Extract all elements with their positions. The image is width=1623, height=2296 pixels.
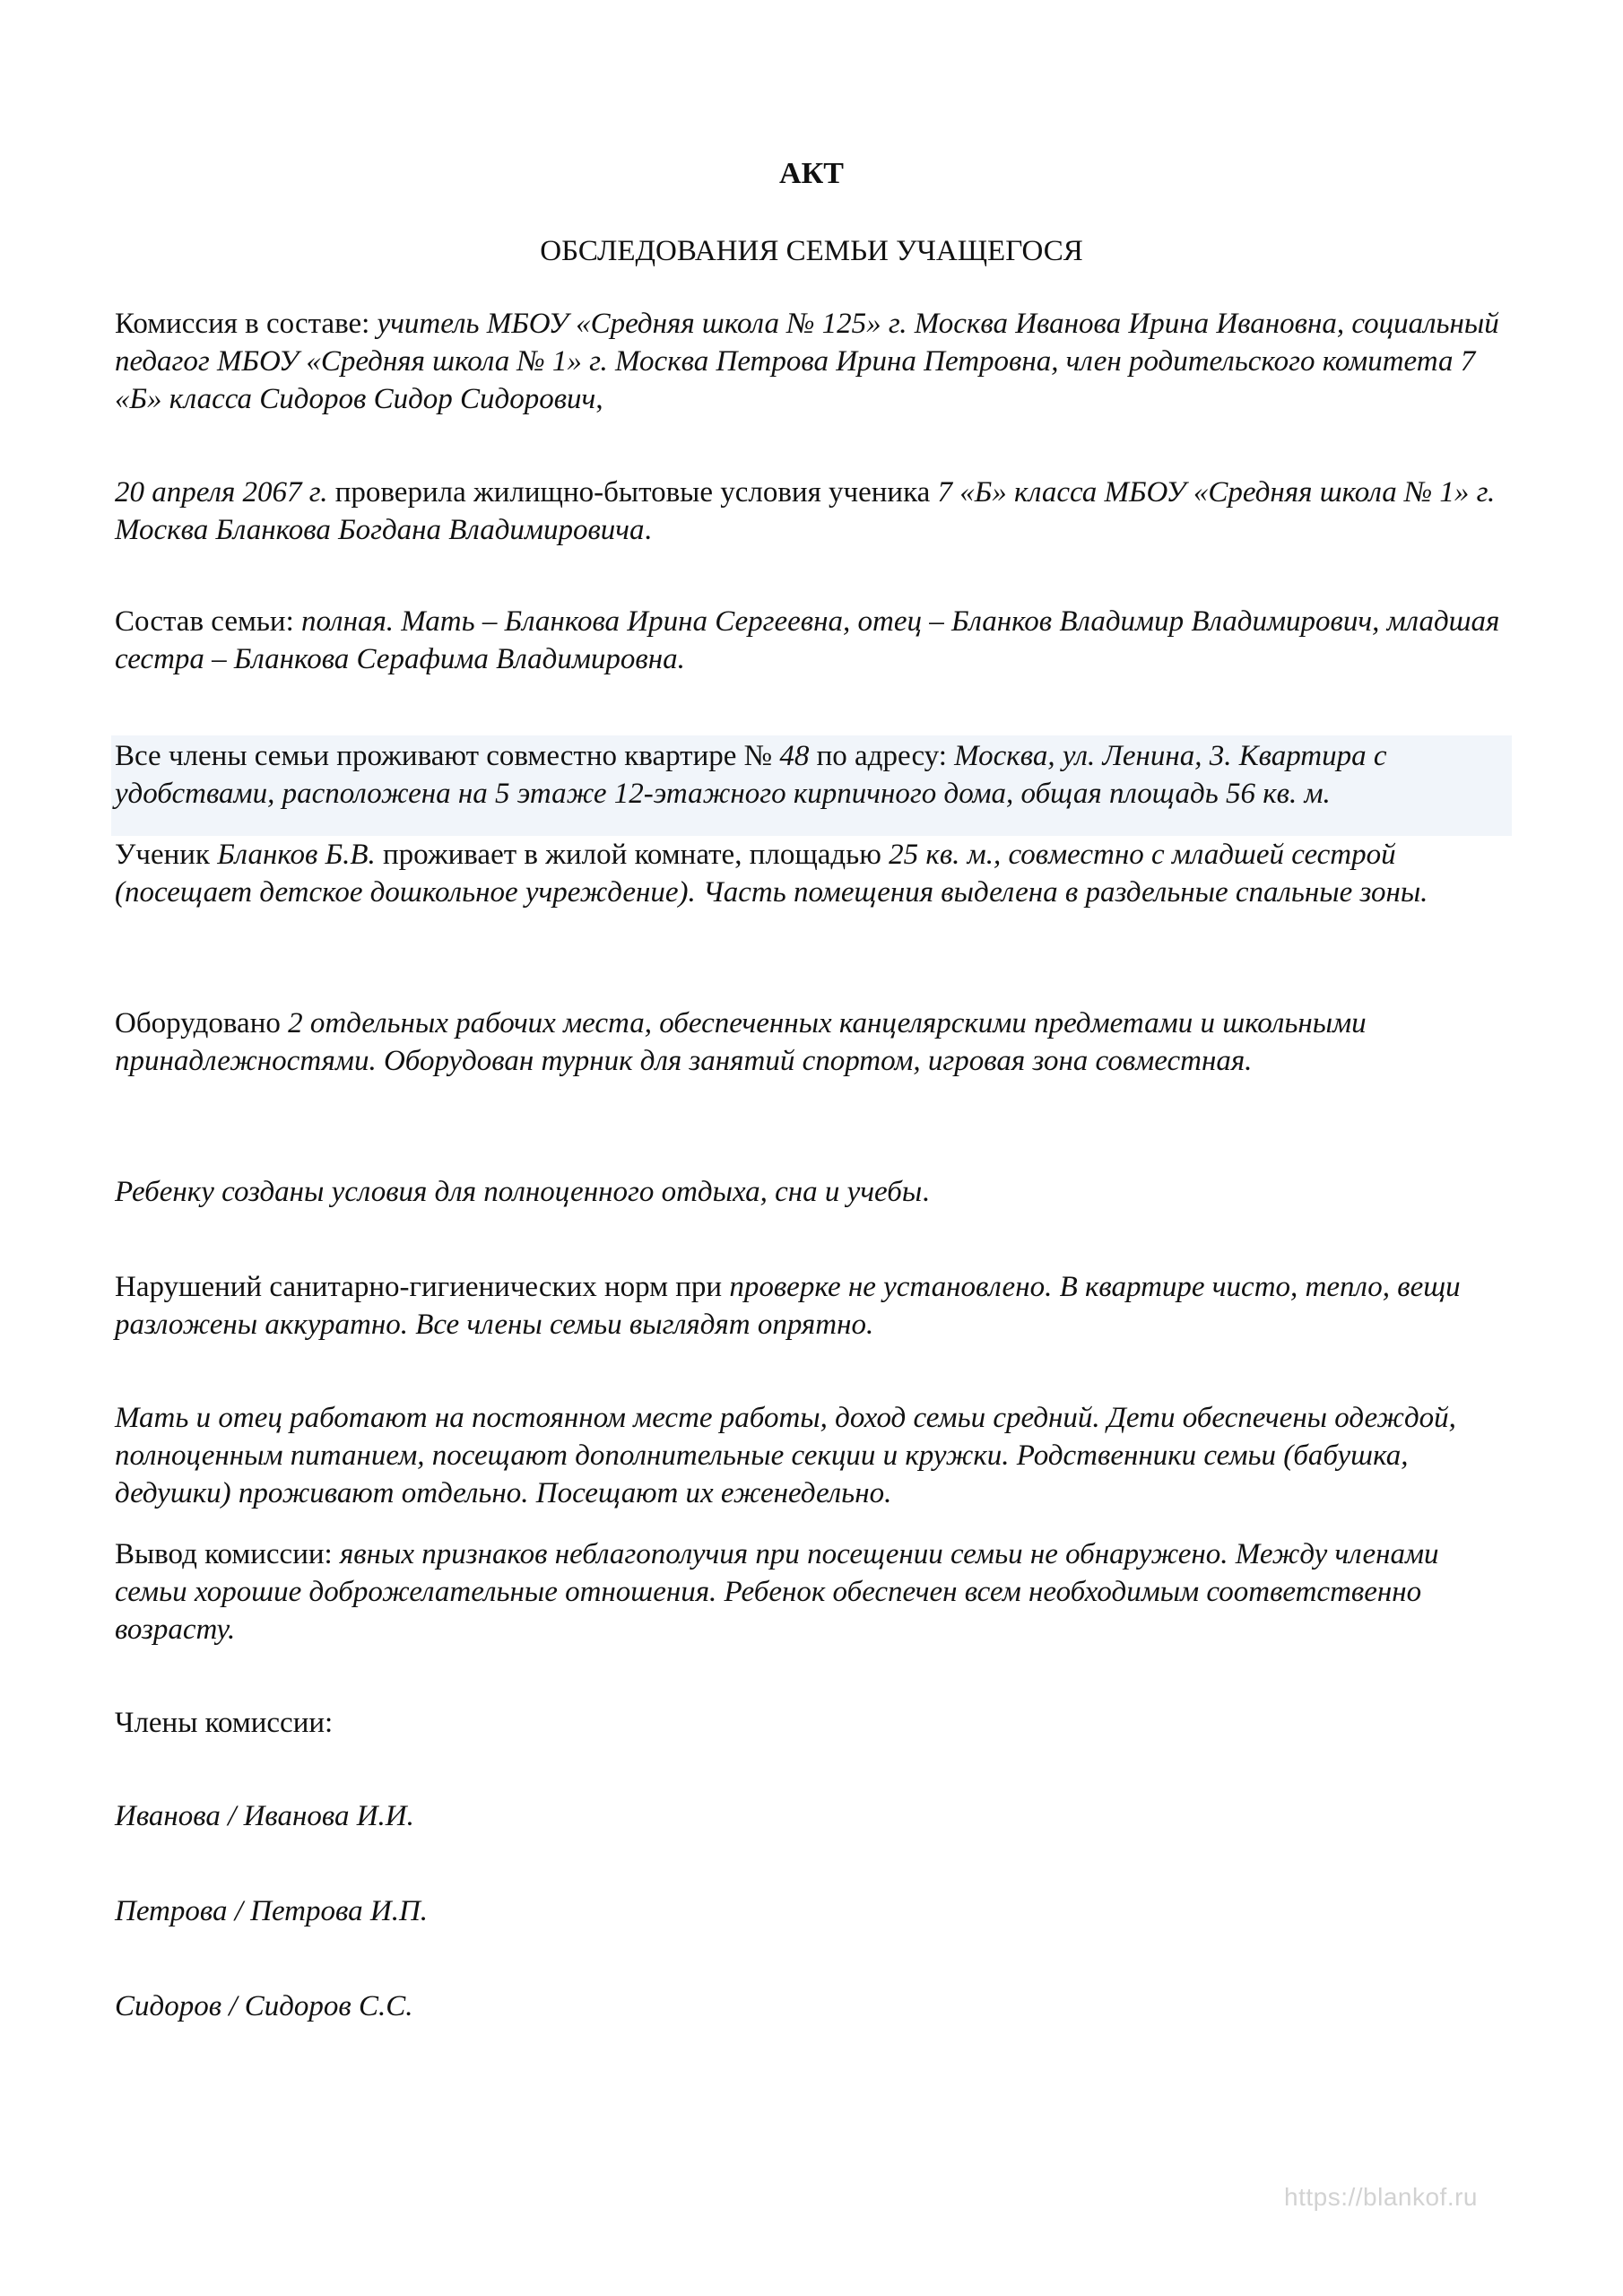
residence-label-1: Все члены семьи проживают совместно квартире № [115,740,780,772]
document-subtitle: ОБСЛЕДОВАНИЯ СЕМЬИ УЧАЩЕГОСЯ [540,235,1083,267]
members-label: Члены комиссии: [115,1707,334,1739]
room-paragraph [115,836,1514,911]
residence-paragraph [115,737,1514,813]
equipment-text: 2 отдельных рабочих места, обеспеченных канцелярскими предметами и школьными принадлежностями. Оборудован турник для занятий спортом, игровая зона совместная. [115,1007,1367,1077]
room-label-2: проживает в жилой комнате, площадью [375,839,890,871]
conclusion-label: Вывод комиссии: [115,1538,340,1570]
sanitary-text: проверке не установлено. В квартире чисто, тепло, вещи разложены аккуратно. Все члены семьи выглядят опрятно. [115,1271,1461,1341]
conditions-tail: . [922,1176,930,1208]
inspection-date: 20 апреля 2067 г. [115,476,328,509]
conclusion-text: явных признаков неблагополучия при посещении семьи не обнаружено. Между членами семьи хорошие доброжелательные отношения. Ребенок обеспечен всем необходимым соответственно возрасту. [115,1538,1439,1646]
inspection-mid: проверила жилищно-бытовые условия ученика [327,476,938,509]
family-label: Состав семьи: [115,605,301,638]
income-paragraph [115,1399,1514,1512]
document-title: АКТ [779,157,844,190]
signature-line [115,1797,1514,1835]
commission-tail: , [595,383,603,415]
room-text: 25 кв. м., совместно с младшей сестрой (посещает детское дошкольное учреждение). Часть помещения выделена в раздельные спальные зоны. [115,839,1428,909]
signature-line [115,1987,1514,2025]
signature-petrova: Петрова / Петрова И.П. [115,1895,429,1927]
room-label-1: Ученик [115,839,218,871]
conditions-text: Ребенку созданы условия для полноценного отдыха, сна и учебы [115,1176,923,1208]
inspection-paragraph [115,474,1514,549]
inspection-tail: . [644,514,652,546]
inspection-student: 7 «Б» класса МБОУ «Средняя школа № 1» г. Москва Бланкова Богдана Владимировича [115,476,1496,546]
signature-line [115,1892,1514,1930]
equipment-paragraph [115,1004,1514,1080]
family-text: полная. Мать – Бланкова Ирина Сергеевна, отец – Бланков Владимир Владимирович, младшая сестра – Бланкова Серафима Владимировна. [115,605,1500,675]
income-text: Мать и отец работают на постоянном месте работы, доход семьи средний. Дети обеспечены одеждой, полноценным питанием, посещают дополнительные секции и кружки. Родственники семьи (бабушка, дедушки) проживают отдельно. Посещают их еженедельно. [115,1402,1456,1509]
conclusion-paragraph [115,1535,1514,1648]
family-paragraph [115,603,1514,678]
commission-text: учитель МБОУ «Средняя школа № 125» г. Москва Иванова Ирина Ивановна, социальный педагог МБОУ «Средняя школа № 1» г. Москва Петрова Ирина Петровна, член родительского комитета 7 «Б» класса Сидоров Сидор Сидорович [115,308,1499,415]
signature-ivanova: Иванова / Иванова И.И. [115,1800,414,1832]
residence-text: Москва, ул. Ленина, 3. Квартира с удобствами, расположена на 5 этаже 12-этажного кирпичного дома, общая площадь 56 кв. м. [115,740,1387,810]
commission-paragraph [115,305,1514,418]
equipment-label: Оборудовано [115,1007,289,1039]
site-watermark: https://blankof.ru [1284,2183,1479,2211]
sanitary-paragraph [115,1268,1514,1344]
signature-sidorov: Сидоров / Сидоров С.С. [115,1990,413,2022]
residence-apt: 48 [779,740,810,772]
commission-label: Комиссия в составе: [115,308,378,340]
sanitary-label: Нарушений санитарно-гигиенических норм при [115,1271,730,1303]
room-name: Бланков Б.В. [217,839,376,871]
residence-label-2: по адресу: [809,740,955,772]
conditions-paragraph [115,1173,1514,1211]
